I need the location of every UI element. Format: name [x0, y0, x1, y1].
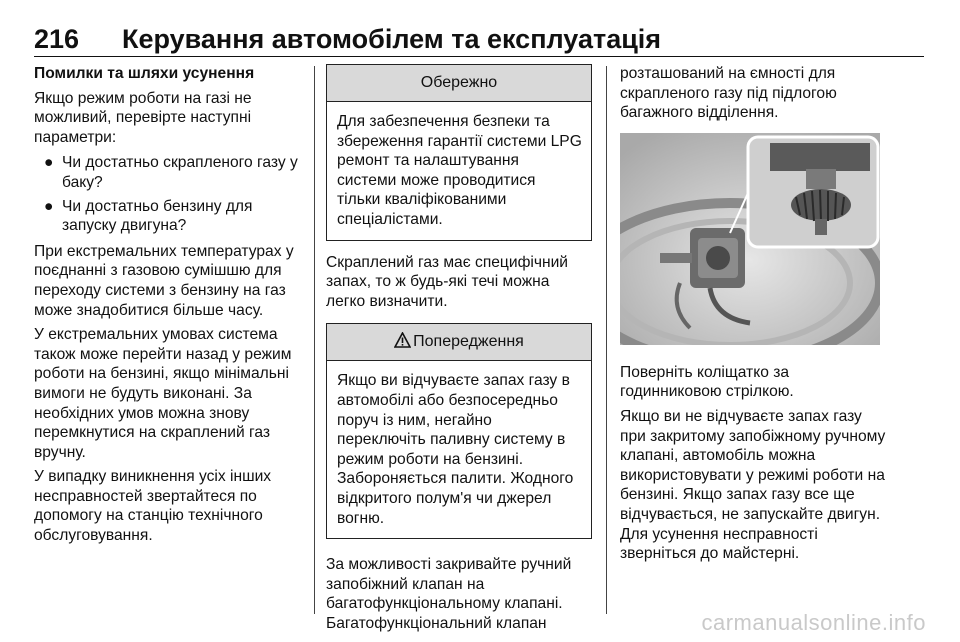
section-subheading: Помилки та шляхи усунення [34, 65, 255, 82]
caution-box [326, 64, 592, 241]
paragraph: За можливості закривайте ручний запобіжний клапан на багатофункціональному клапані. Багатофункціональний клапан [326, 556, 572, 632]
caution-text: Для забезпечення безпеки та збереження гарантії системи LPG ремонт та налаштування системи може проводитися тільки кваліфікованими спеціалістами. [337, 113, 582, 228]
page-header [34, 24, 926, 58]
list-item: ● Чи достатньо скрапленого газу у баку? [44, 154, 298, 191]
paragraph: У випадку виникнення усіх інших несправностей звертайтеся по допомогу на станцію технічного обслуговування. [34, 468, 272, 545]
paragraph: Якщо ви не відчуваєте запах газу при закритому запобіжному ручному клапані, автомобіль можна використовувати у режимі роботи на бензині. Якщо запах газу все ще відчувається, не запускайте двигун. Для усунення несправності зверніться до майстерні. [620, 407, 886, 563]
bullet-icon: ● [44, 154, 54, 172]
column-2 [326, 64, 592, 638]
paragraph: У екстремальних умовах система також може перейти назад у режим роботи на бензині, якщо мінімальні вимоги не будуть виконані. За необхідних умов можна знову перемкнутися на скраплений газ вручну. [34, 326, 292, 461]
caution-title: Обережно [327, 65, 591, 102]
warning-title: Попередження [413, 333, 524, 351]
column-1 [34, 64, 302, 551]
page-number: 216 [34, 24, 80, 54]
paragraph: Поверніть коліщатко за годинниковою стрілкою. [620, 363, 794, 401]
header-rule [34, 56, 924, 57]
check-list [34, 153, 302, 235]
paragraph: Скраплений газ має специфічний запах, то ж будь-які течі можна легко визначити. [326, 253, 569, 310]
column-divider-1 [314, 66, 315, 614]
valve-illustration [620, 133, 880, 345]
warning-text: Якщо ви відчуваєте запах газу в автомобілі або безпосередньо поруч із ним, негайно переключіть паливну систему в режим роботи на бензині. Забороняється палити. Жодного відкритого полум'я чи джерел вогню. [337, 372, 574, 527]
intro-paragraph: Якщо режим роботи на газі не можливий, перевірте наступні параметри: [34, 89, 252, 146]
warning-triangle-icon [394, 326, 411, 362]
paragraph: При екстремальних температурах у поєднанні з газовою сумішшю для переходу системи з бензину на газ може знадобитися більше часу. [34, 242, 294, 319]
warning-box [326, 323, 592, 539]
column-3 [620, 64, 890, 569]
column-divider-2 [606, 66, 607, 614]
paragraph: розташований на ємності для скрапленого газу під підлогою багажного відділення. [620, 65, 837, 122]
bullet-icon: ● [44, 197, 54, 215]
warning-header [327, 324, 591, 361]
list-item: ● Чи достатньо бензину для запуску двигуна? [44, 197, 253, 235]
chapter-title: Керування автомобілем та експлуатація [122, 24, 662, 54]
watermark: carmanualsonline.info [701, 610, 926, 635]
